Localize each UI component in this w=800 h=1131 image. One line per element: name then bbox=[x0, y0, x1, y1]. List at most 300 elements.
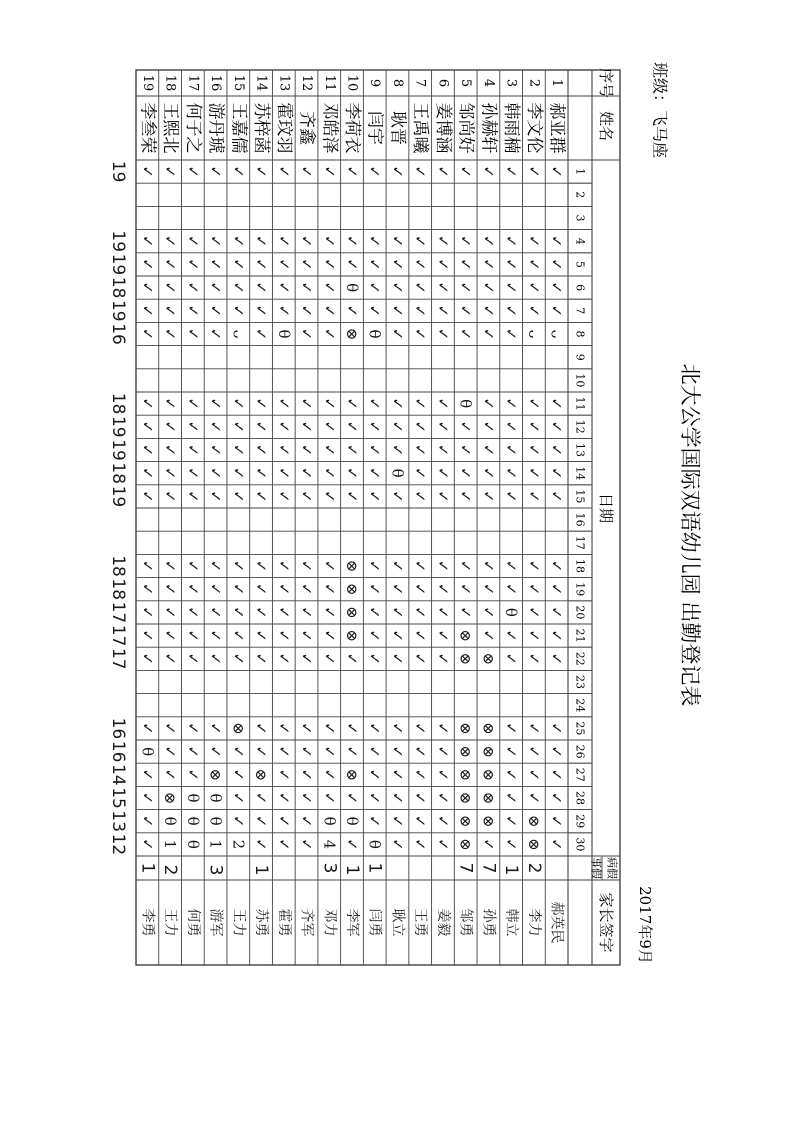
attendance-mark: ✓ bbox=[274, 606, 293, 619]
student-name: 王熙北 bbox=[160, 102, 181, 154]
attendance-mark: ✓ bbox=[252, 420, 271, 434]
personal-days: 2 bbox=[160, 864, 181, 876]
attendance-mark: ⊗ bbox=[479, 814, 498, 828]
attendance-mark: ✓ bbox=[502, 234, 521, 248]
attendance-mark: ✓ bbox=[274, 234, 293, 248]
attendance-mark: ✓ bbox=[388, 582, 407, 596]
daily-total: 16 bbox=[108, 740, 128, 763]
attendance-mark: ✓ bbox=[138, 814, 157, 828]
attendance-mark: ✓ bbox=[411, 745, 430, 758]
student-name: 闫宇 bbox=[364, 111, 385, 145]
attendance-mark: ✓ bbox=[365, 258, 384, 271]
day-number: 22 bbox=[573, 651, 587, 666]
attendance-mark: ✓ bbox=[297, 652, 316, 666]
attendance-mark: ✓ bbox=[524, 234, 543, 248]
attendance-mark: ✓ bbox=[252, 304, 271, 318]
attendance-mark: ✓ bbox=[433, 838, 452, 851]
attendance-mark: ✓ bbox=[161, 281, 180, 294]
attendance-mark: ⊗ bbox=[206, 768, 225, 782]
attendance-mark: ✓ bbox=[547, 466, 566, 480]
day-number: 3 bbox=[573, 214, 587, 222]
attendance-mark: ✓ bbox=[524, 582, 543, 596]
attendance-mark: ✓ bbox=[365, 466, 384, 480]
attendance-mark: ✓ bbox=[161, 652, 180, 666]
attendance-mark: ✓ bbox=[297, 791, 316, 805]
sick-days: 1 bbox=[364, 862, 385, 874]
attendance-mark: ✓ bbox=[252, 606, 271, 619]
attendance-mark: ✓ bbox=[274, 165, 293, 178]
attendance-mark: ✓ bbox=[138, 281, 157, 294]
attendance-mark: ✓ bbox=[229, 420, 248, 434]
attendance-mark: ✓ bbox=[229, 629, 248, 642]
parent-signature: 闫勇 bbox=[366, 908, 383, 937]
attendance-mark: ✓ bbox=[502, 420, 521, 434]
attendance-mark: ✓ bbox=[411, 165, 430, 178]
attendance-mark: ✓ bbox=[547, 606, 566, 619]
name-header: 姓名 bbox=[597, 110, 615, 142]
attendance-mark: ✓ bbox=[456, 582, 475, 596]
attendance-mark: ✓ bbox=[502, 281, 521, 294]
attendance-mark: ✓ bbox=[502, 838, 521, 851]
attendance-mark: ⊗ bbox=[229, 722, 248, 735]
attendance-mark: ✓ bbox=[252, 745, 271, 758]
attendance-mark: ✓ bbox=[411, 397, 430, 410]
attendance-mark: ✓ bbox=[161, 443, 180, 457]
attendance-mark: θ bbox=[183, 816, 202, 826]
attendance-mark: ✓ bbox=[274, 466, 293, 480]
day-number: 23 bbox=[573, 675, 587, 689]
attendance-mark: ✓ bbox=[388, 722, 407, 735]
row-number: 3 bbox=[503, 78, 519, 88]
day-number: 11 bbox=[573, 396, 587, 411]
attendance-mark: ✓ bbox=[320, 466, 339, 480]
attendance-mark: ✓ bbox=[297, 838, 316, 851]
attendance-mark: ✓ bbox=[161, 397, 180, 410]
attendance-mark: ✓ bbox=[502, 327, 521, 341]
student-name: 苏梓菡 bbox=[251, 102, 272, 154]
day-number: 18 bbox=[573, 559, 587, 573]
attendance-mark: ✓ bbox=[524, 304, 543, 318]
attendance-mark: ⊗ bbox=[456, 768, 475, 782]
attendance-mark: ✓ bbox=[547, 420, 566, 434]
attendance-mark: ✓ bbox=[252, 258, 271, 271]
attendance-mark: ✓ bbox=[252, 466, 271, 480]
attendance-mark: ✓ bbox=[206, 281, 225, 294]
attendance-mark: ⊗ bbox=[479, 745, 498, 758]
attendance-mark: ✓ bbox=[547, 768, 566, 782]
attendance-mark: 4 bbox=[320, 839, 339, 850]
attendance-mark: ✓ bbox=[206, 652, 225, 666]
attendance-mark: ✓ bbox=[547, 582, 566, 596]
attendance-mark: ✓ bbox=[388, 791, 407, 805]
attendance-mark: ✓ bbox=[206, 629, 225, 642]
attendance-mark: ✓ bbox=[183, 768, 202, 782]
attendance-mark: ✓ bbox=[456, 258, 475, 271]
attendance-mark: ✓ bbox=[274, 559, 293, 573]
day-number: 1 bbox=[573, 168, 587, 176]
attendance-mark: ✓ bbox=[365, 606, 384, 619]
attendance-mark: ✓ bbox=[229, 281, 248, 294]
attendance-mark: ✓ bbox=[411, 838, 430, 851]
attendance-mark: ✓ bbox=[388, 490, 407, 503]
attendance-mark: ✓ bbox=[433, 443, 452, 457]
attendance-mark: ✓ bbox=[183, 606, 202, 619]
day-number: 28 bbox=[573, 791, 587, 805]
attendance-mark: ✓ bbox=[161, 234, 180, 248]
attendance-mark: θ bbox=[183, 839, 202, 849]
attendance-mark: ✓ bbox=[411, 814, 430, 828]
attendance-mark: ✓ bbox=[206, 745, 225, 758]
attendance-mark: ✓ bbox=[343, 722, 361, 735]
attendance-mark: ✓ bbox=[456, 559, 475, 573]
seq-header: 序号 bbox=[597, 67, 615, 99]
attendance-mark: ✓ bbox=[547, 165, 566, 178]
attendance-mark: ✓ bbox=[229, 258, 248, 271]
daily-total: 17 bbox=[108, 647, 128, 670]
attendance-mark: ✓ bbox=[456, 420, 475, 434]
attendance-mark: ✓ bbox=[479, 606, 498, 619]
parent-signature: 霍勇 bbox=[275, 908, 292, 937]
attendance-mark: ✓ bbox=[161, 722, 180, 735]
day-number: 9 bbox=[573, 353, 587, 361]
attendance-mark: ✓ bbox=[138, 490, 157, 503]
attendance-mark: ✓ bbox=[388, 258, 407, 271]
attendance-mark: ✓ bbox=[229, 304, 248, 318]
sheet-header bbox=[636, 62, 702, 964]
attendance-mark: 2 bbox=[229, 839, 248, 850]
day-number: 16 bbox=[573, 512, 587, 527]
attendance-mark: ✓ bbox=[320, 281, 339, 294]
attendance-mark: ✓ bbox=[161, 165, 180, 178]
attendance-mark: ✓ bbox=[547, 559, 566, 573]
attendance-mark: ✓ bbox=[138, 606, 157, 619]
attendance-mark: ✓ bbox=[206, 304, 225, 318]
parent-signature: 李勇 bbox=[139, 908, 156, 937]
daily-total: 16 bbox=[108, 323, 128, 345]
attendance-mark: ✓ bbox=[411, 258, 430, 271]
attendance-mark: ✓ bbox=[206, 258, 225, 271]
day-number: 13 bbox=[573, 443, 587, 457]
attendance-mark: ✓ bbox=[524, 768, 543, 782]
attendance-mark: ✓ bbox=[524, 443, 543, 457]
attendance-mark: ✓ bbox=[547, 234, 566, 248]
attendance-mark: ✓ bbox=[206, 466, 225, 480]
attendance-mark: ✓ bbox=[411, 443, 430, 457]
attendance-mark: ✓ bbox=[320, 629, 339, 642]
attendance-mark: ✓ bbox=[433, 652, 452, 666]
attendance-mark: ⊗ bbox=[456, 722, 475, 735]
student-name: 耿晋 bbox=[387, 111, 408, 145]
attendance-mark: ⊗ bbox=[479, 768, 498, 782]
attendance-mark: ✓ bbox=[411, 791, 430, 805]
attendance-mark: ✓ bbox=[206, 559, 225, 573]
student-name: 李叁荣 bbox=[137, 102, 158, 154]
attendance-mark: ✓ bbox=[252, 327, 271, 341]
sick-days: 7 bbox=[455, 862, 476, 874]
attendance-mark: ✓ bbox=[502, 304, 521, 318]
day-number: 17 bbox=[573, 535, 587, 550]
attendance-mark: ✓ bbox=[252, 814, 271, 828]
attendance-mark: ✓ bbox=[161, 745, 180, 758]
attendance-mark: ✓ bbox=[388, 629, 407, 642]
attendance-mark: θ bbox=[388, 468, 407, 478]
attendance-mark: ✓ bbox=[252, 397, 271, 410]
parent-signature: 孙勇 bbox=[480, 908, 497, 937]
attendance-mark: ✓ bbox=[433, 258, 452, 271]
attendance-mark: ⊗ bbox=[252, 768, 271, 782]
attendance-mark: ✓ bbox=[274, 791, 293, 805]
attendance-mark: ✓ bbox=[547, 397, 566, 410]
attendance-mark: ✓ bbox=[456, 304, 475, 318]
attendance-mark: ✓ bbox=[411, 559, 430, 573]
attendance-mark: ✓ bbox=[274, 814, 293, 828]
attendance-mark: 1 bbox=[206, 839, 225, 850]
attendance-mark: ✓ bbox=[252, 629, 271, 642]
attendance-mark: ✓ bbox=[274, 420, 293, 434]
attendance-mark: ✓ bbox=[343, 838, 361, 851]
attendance-mark: ✓ bbox=[502, 629, 521, 642]
row-number: 4 bbox=[480, 78, 496, 88]
attendance-mark: ✓ bbox=[411, 490, 430, 503]
attendance-mark: ✓ bbox=[252, 234, 271, 248]
table-border bbox=[136, 67, 620, 965]
daily-total: 16 bbox=[108, 717, 128, 740]
attendance-mark: ✓ bbox=[388, 768, 407, 782]
attendance-mark: ✓ bbox=[274, 629, 293, 642]
parent-signature: 王勇 bbox=[412, 908, 429, 937]
attendance-mark: ✓ bbox=[411, 768, 430, 782]
class-label: 班级：飞马座 bbox=[650, 61, 670, 159]
attendance-mark: ✓ bbox=[297, 281, 316, 294]
attendance-mark: ✓ bbox=[433, 606, 452, 619]
daily-total: 18 bbox=[108, 276, 128, 299]
attendance-mark: ✓ bbox=[388, 304, 407, 318]
attendance-mark: ✓ bbox=[433, 304, 452, 318]
attendance-mark: ✓ bbox=[138, 327, 157, 341]
attendance-mark: ✓ bbox=[320, 722, 339, 735]
attendance-mark: ✓ bbox=[297, 745, 316, 758]
student-name: 何子之 bbox=[182, 102, 203, 154]
row-number: 7 bbox=[412, 78, 428, 88]
attendance-mark: ✓ bbox=[388, 814, 407, 828]
attendance-mark: ✓ bbox=[433, 745, 452, 758]
attendance-mark: ✓ bbox=[138, 397, 157, 410]
parent-signature: 苏勇 bbox=[253, 908, 270, 937]
attendance-mark: ⊗ bbox=[456, 814, 475, 828]
parent-signature: 李军 bbox=[344, 908, 360, 937]
row-number: 9 bbox=[367, 78, 383, 88]
attendance-mark: θ bbox=[456, 399, 475, 409]
parent-signature: 韩立 bbox=[503, 908, 520, 937]
attendance-mark: ✓ bbox=[229, 582, 248, 596]
attendance-mark: ✓ bbox=[274, 397, 293, 410]
attendance-mark: ✓ bbox=[479, 281, 498, 294]
attendance-mark: ✓ bbox=[524, 420, 543, 434]
parent-signature: 王力 bbox=[162, 908, 179, 937]
attendance-mark: ⊗ bbox=[161, 791, 180, 805]
row-number: 14 bbox=[253, 74, 269, 92]
row-number: 1 bbox=[549, 78, 565, 88]
attendance-mark: ✓ bbox=[502, 652, 521, 666]
day-number: 5 bbox=[573, 260, 587, 268]
attendance-mark: ✓ bbox=[206, 420, 225, 434]
attendance-mark: ⊗ bbox=[456, 629, 475, 642]
attendance-mark: ✓ bbox=[365, 304, 384, 318]
attendance-mark: ✓ bbox=[388, 281, 407, 294]
attendance-mark: ✓ bbox=[433, 814, 452, 828]
sign-header: 家长签字 bbox=[597, 892, 615, 953]
attendance-mark: ✓ bbox=[138, 258, 157, 271]
attendance-mark: ✓ bbox=[161, 629, 180, 642]
attendance-mark: ✓ bbox=[297, 814, 316, 828]
attendance-mark: θ bbox=[183, 793, 202, 803]
attendance-mark: ✓ bbox=[343, 490, 361, 503]
daily-total: 19 bbox=[108, 485, 128, 508]
sheet-title: 北大公学国际双语幼儿园 出勤登记表 bbox=[678, 363, 702, 707]
attendance-mark: ✓ bbox=[320, 165, 339, 178]
attendance-mark: ⊗ bbox=[479, 791, 498, 805]
daily-total: 18 bbox=[108, 555, 128, 577]
attendance-mark: ✓ bbox=[433, 327, 452, 341]
attendance-mark: ✓ bbox=[138, 165, 157, 178]
attendance-mark: ⊗ bbox=[456, 745, 475, 758]
attendance-mark: ✓ bbox=[183, 234, 202, 248]
student-name: 齐鑫 bbox=[296, 111, 317, 145]
attendance-mark: ✓ bbox=[479, 490, 498, 503]
day-number: 7 bbox=[573, 307, 587, 315]
parent-signature: 耿立 bbox=[389, 908, 406, 937]
attendance-mark: ✓ bbox=[524, 397, 543, 410]
day-number: 8 bbox=[573, 330, 587, 338]
attendance-mark: ✓ bbox=[479, 582, 498, 596]
attendance-mark: ✓ bbox=[252, 791, 271, 805]
attendance-mark: ✓ bbox=[320, 234, 339, 248]
attendance-mark: ✓ bbox=[433, 466, 452, 480]
student-name: 姜博涵 bbox=[432, 102, 453, 154]
attendance-mark: ✓ bbox=[456, 234, 475, 248]
daily-total: 14 bbox=[108, 763, 128, 786]
student-name: 韩雨楠 bbox=[501, 102, 522, 154]
row-number: 10 bbox=[344, 74, 360, 92]
row-number: 5 bbox=[458, 78, 474, 88]
attendance-mark: ✓ bbox=[524, 466, 543, 480]
attendance-mark: ✓ bbox=[456, 281, 475, 294]
attendance-mark: ✓ bbox=[547, 791, 566, 805]
personal-days: 3 bbox=[205, 864, 226, 876]
attendance-mark: ✓ bbox=[138, 652, 157, 666]
day-number: 27 bbox=[573, 767, 587, 782]
attendance-mark: ✓ bbox=[297, 258, 316, 271]
attendance-mark: ✓ bbox=[297, 768, 316, 782]
sick-days: 3 bbox=[319, 862, 340, 874]
attendance-grid bbox=[136, 68, 620, 965]
attendance-mark: ᴗ bbox=[547, 329, 566, 339]
attendance-mark: ✓ bbox=[433, 582, 452, 596]
daily-total: 18 bbox=[108, 462, 128, 485]
attendance-mark: ✓ bbox=[433, 722, 452, 735]
personal-days: 1 bbox=[501, 864, 522, 876]
attendance-mark: ✓ bbox=[547, 814, 566, 828]
attendance-mark: ✓ bbox=[252, 582, 271, 596]
attendance-mark: ✓ bbox=[206, 606, 225, 619]
daily-total: 17 bbox=[108, 624, 128, 647]
attendance-mark: ✓ bbox=[365, 629, 384, 642]
attendance-mark: ✓ bbox=[297, 397, 316, 410]
attendance-mark: ✓ bbox=[388, 652, 407, 666]
attendance-mark: ✓ bbox=[274, 652, 293, 666]
parent-signature: 邹勇 bbox=[457, 908, 474, 937]
attendance-mark: ✓ bbox=[524, 165, 543, 178]
attendance-mark: ✓ bbox=[365, 791, 384, 805]
attendance-mark: ✓ bbox=[297, 466, 316, 480]
attendance-mark: ✓ bbox=[365, 281, 384, 294]
attendance-mark: ✓ bbox=[343, 745, 361, 758]
attendance-mark: ✓ bbox=[343, 165, 361, 178]
attendance-mark: ✓ bbox=[456, 327, 475, 341]
attendance-mark: ⊗ bbox=[479, 652, 498, 666]
attendance-mark: ✓ bbox=[524, 652, 543, 666]
attendance-mark: θ bbox=[343, 816, 361, 826]
attendance-mark: θ bbox=[320, 816, 339, 826]
attendance-mark: ✓ bbox=[479, 234, 498, 248]
attendance-mark: ✓ bbox=[343, 420, 361, 434]
attendance-mark: ✓ bbox=[365, 443, 384, 457]
student-name: 王嘉儒 bbox=[228, 102, 249, 154]
attendance-mark: ✓ bbox=[274, 745, 293, 758]
attendance-mark: ✓ bbox=[206, 722, 225, 735]
attendance-mark: ✓ bbox=[456, 443, 475, 457]
attendance-mark: ✓ bbox=[183, 397, 202, 410]
attendance-mark: θ bbox=[206, 816, 225, 826]
row-number: 12 bbox=[299, 74, 315, 92]
attendance-mark: ✓ bbox=[411, 234, 430, 248]
attendance-mark: ⊗ bbox=[524, 838, 543, 851]
daily-totals bbox=[108, 161, 128, 855]
attendance-mark: ✓ bbox=[206, 327, 225, 341]
attendance-mark: ✓ bbox=[161, 768, 180, 782]
daily-total: 19 bbox=[108, 415, 128, 438]
attendance-mark: ✓ bbox=[229, 234, 248, 248]
attendance-mark: ✓ bbox=[229, 745, 248, 758]
attendance-mark: ✓ bbox=[229, 466, 248, 480]
attendance-mark: ✓ bbox=[479, 304, 498, 318]
attendance-mark: ✓ bbox=[320, 443, 339, 457]
attendance-mark: θ bbox=[138, 747, 157, 757]
attendance-mark: ✓ bbox=[365, 582, 384, 596]
attendance-mark: ✓ bbox=[502, 814, 521, 828]
attendance-mark: ⊗ bbox=[343, 629, 361, 642]
attendance-mark: ✓ bbox=[343, 791, 361, 805]
attendance-mark: ✓ bbox=[229, 443, 248, 457]
attendance-mark: ✓ bbox=[365, 722, 384, 735]
student-name: 孙赫轩 bbox=[478, 102, 499, 154]
attendance-mark: ✓ bbox=[320, 397, 339, 410]
attendance-mark: ⊗ bbox=[343, 768, 361, 782]
row-number: 8 bbox=[389, 78, 405, 88]
attendance-mark: ✓ bbox=[274, 490, 293, 503]
attendance-mark: ✓ bbox=[183, 258, 202, 271]
attendance-mark: ✓ bbox=[161, 559, 180, 573]
attendance-mark: ✓ bbox=[252, 559, 271, 573]
parent-signature: 姜毅 bbox=[434, 908, 451, 937]
attendance-mark: ✓ bbox=[297, 165, 316, 178]
attendance-mark: ✓ bbox=[388, 234, 407, 248]
attendance-mark: ✓ bbox=[138, 443, 157, 457]
attendance-mark: ✓ bbox=[138, 838, 157, 851]
day-number: 12 bbox=[573, 419, 587, 434]
attendance-mark: ⊗ bbox=[479, 722, 498, 735]
sick-days: 1 bbox=[137, 862, 158, 874]
